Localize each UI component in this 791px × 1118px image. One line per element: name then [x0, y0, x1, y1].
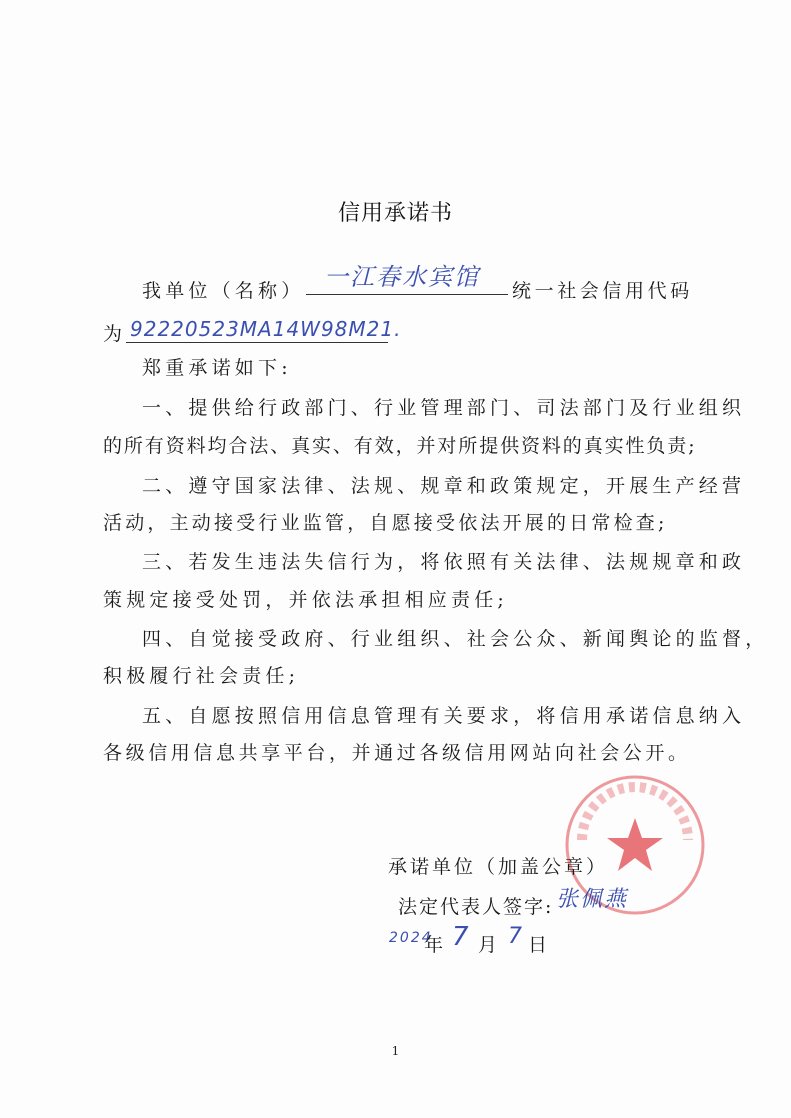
company-name-field: [306, 262, 508, 295]
item-4-line-2: 积极履行社会责任;: [103, 665, 300, 687]
credit-code-field: [126, 312, 402, 343]
item-1-line-2: 的所有资料均合法、真实、有效，并对所提供资料的真实性负责;: [103, 435, 697, 457]
item-3-line-2: 策规定接受处罚，并依法承担相应责任;: [103, 589, 509, 611]
date-year-handwritten: 2024: [389, 930, 433, 946]
date-month-handwritten: 7: [452, 922, 471, 952]
company-name-handwritten: 一江春水宾馆: [324, 263, 480, 291]
date-year-char: 年: [424, 934, 444, 956]
item-2-line-1: 二、遵守国家法律、法规、规章和政策规定，开展生产经营: [142, 475, 746, 497]
legal-rep-label: 法定代表人签字:: [398, 896, 554, 918]
item-3-line-1: 三、若发生违法失信行为，将依照有关法律、法规规章和政: [142, 551, 746, 573]
item-1-line-1: 一、提供给行政部门、行业管理部门、司法部门及行业组织: [142, 397, 746, 419]
date-day-handwritten: 7: [508, 924, 524, 949]
date-month-char: 月: [478, 934, 498, 956]
item-4-line-1: 四、自觉接受政府、行业组织、社会公众、新闻舆论的监督，: [142, 628, 769, 650]
credit-code-handwritten: 92220523MA14W98M21.: [130, 317, 402, 341]
promising-unit-label: 承诺单位（加盖公章）: [388, 856, 609, 878]
promise-lead: 郑重承诺如下:: [142, 357, 292, 379]
item-2-line-2: 活动，主动接受行业监管，自愿接受依法开展的日常检查;: [103, 512, 668, 534]
intro-prefix: 我单位（名称）: [142, 280, 305, 302]
intro-suffix: 统一社会信用代码: [512, 280, 693, 302]
page-number: 1: [391, 1044, 400, 1058]
date-day-char: 日: [528, 934, 548, 956]
legal-rep-signature: 张佩燕: [556, 887, 629, 912]
document-title: 信用承诺书: [337, 201, 453, 226]
intro-code-prefix: 为: [103, 323, 127, 345]
item-5-line-2: 各级信用信息共享平台，并通过各级信用网站向社会公开。: [103, 742, 691, 764]
item-5-line-1: 五、自愿按照信用信息管理有关要求，将信用承诺信息纳入: [142, 705, 746, 727]
